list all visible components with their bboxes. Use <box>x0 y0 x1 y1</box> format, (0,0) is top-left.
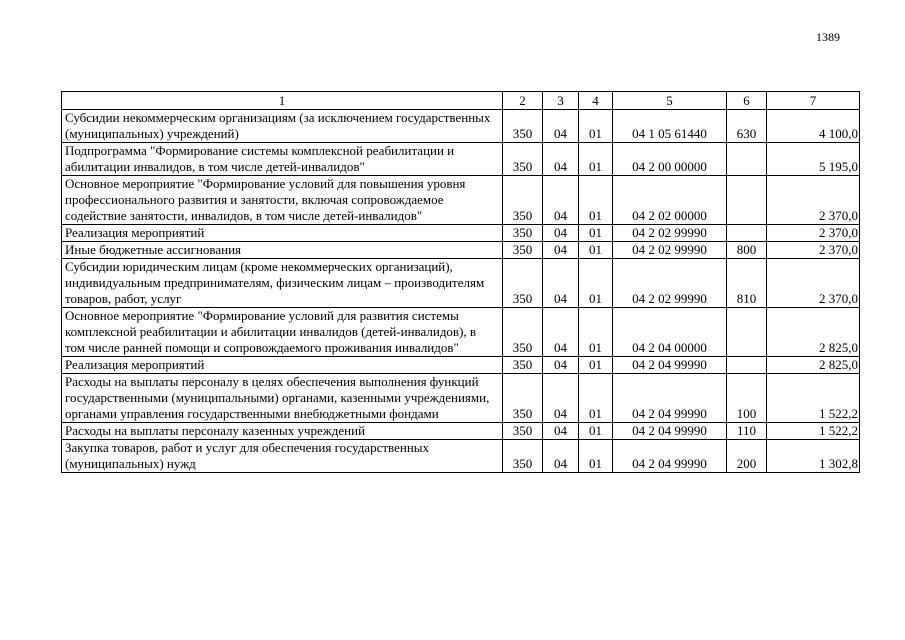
row-sum-cell: 1 522,2 <box>767 374 860 423</box>
row-expense-type-cell: 800 <box>727 242 767 259</box>
row-name-cell: Иные бюджетные ассигнования <box>62 242 503 259</box>
row-sum-cell: 1 302,8 <box>767 440 860 473</box>
row-sum-cell: 2 370,0 <box>767 242 860 259</box>
row-code-cell: 350 <box>503 374 543 423</box>
header-row <box>62 92 860 110</box>
row-section-cell: 04 <box>543 259 579 308</box>
row-subsection-cell: 01 <box>579 225 613 242</box>
row-section-cell: 04 <box>543 357 579 374</box>
table-row <box>62 176 860 225</box>
row-target-article-cell: 04 2 02 00000 <box>613 176 727 225</box>
row-code-cell: 350 <box>503 259 543 308</box>
row-name-cell: Основное мероприятие "Формирование условий для развития системы комплексной реабилитации и абилитации инвалидов (детей-инвалидов), в том числе ранней помощи и сопровождаемого проживания инвалидов" <box>62 308 503 357</box>
header-cell-4: 4 <box>579 92 613 110</box>
row-code-cell: 350 <box>503 423 543 440</box>
row-subsection-cell: 01 <box>579 374 613 423</box>
row-section-cell: 04 <box>543 225 579 242</box>
row-target-article-cell: 04 2 04 99990 <box>613 423 727 440</box>
row-target-article-cell: 04 2 04 00000 <box>613 308 727 357</box>
row-name-cell: Закупка товаров, работ и услуг для обеспечения государственных (муниципальных) нужд <box>62 440 503 473</box>
row-expense-type-cell <box>727 225 767 242</box>
row-code-cell: 350 <box>503 225 543 242</box>
row-subsection-cell: 01 <box>579 357 613 374</box>
row-expense-type-cell <box>727 357 767 374</box>
row-name-cell: Расходы на выплаты персоналу казенных учреждений <box>62 423 503 440</box>
row-expense-type-cell: 630 <box>727 110 767 143</box>
row-expense-type-cell: 100 <box>727 374 767 423</box>
row-section-cell: 04 <box>543 423 579 440</box>
row-sum-cell: 4 100,0 <box>767 110 860 143</box>
row-subsection-cell: 01 <box>579 423 613 440</box>
page-number: 1389 <box>816 30 840 44</box>
table-row <box>62 308 860 357</box>
header-cell-2: 2 <box>503 92 543 110</box>
header-cell-5: 5 <box>613 92 727 110</box>
table-row <box>62 143 860 176</box>
row-expense-type-cell <box>727 143 767 176</box>
row-expense-type-cell <box>727 308 767 357</box>
row-name-cell: Основное мероприятие "Формирование условий для повышения уровня профессионального развития и занятости, включая сопровождаемое содействие занятости, инвалидов, в том числе детей-инвалидов" <box>62 176 503 225</box>
row-sum-cell: 1 522,2 <box>767 423 860 440</box>
row-code-cell: 350 <box>503 440 543 473</box>
budget-table <box>61 91 860 473</box>
row-name-cell: Реализация мероприятий <box>62 225 503 242</box>
table-row <box>62 110 860 143</box>
row-section-cell: 04 <box>543 308 579 357</box>
row-code-cell: 350 <box>503 143 543 176</box>
row-section-cell: 04 <box>543 242 579 259</box>
row-target-article-cell: 04 1 05 61440 <box>613 110 727 143</box>
row-expense-type-cell <box>727 176 767 225</box>
table-row <box>62 242 860 259</box>
table-row <box>62 423 860 440</box>
row-target-article-cell: 04 2 04 99990 <box>613 374 727 423</box>
row-target-article-cell: 04 2 02 99990 <box>613 259 727 308</box>
row-sum-cell: 2 825,0 <box>767 357 860 374</box>
row-section-cell: 04 <box>543 440 579 473</box>
row-subsection-cell: 01 <box>579 242 613 259</box>
row-subsection-cell: 01 <box>579 176 613 225</box>
row-expense-type-cell: 810 <box>727 259 767 308</box>
row-target-article-cell: 04 2 04 99990 <box>613 440 727 473</box>
row-subsection-cell: 01 <box>579 259 613 308</box>
row-subsection-cell: 01 <box>579 440 613 473</box>
header-cell-7: 7 <box>767 92 860 110</box>
row-target-article-cell: 04 2 00 00000 <box>613 143 727 176</box>
header-cell-3: 3 <box>543 92 579 110</box>
row-sum-cell: 2 370,0 <box>767 225 860 242</box>
table-row <box>62 225 860 242</box>
row-code-cell: 350 <box>503 308 543 357</box>
header-cell-1: 1 <box>62 92 503 110</box>
row-target-article-cell: 04 2 04 99990 <box>613 357 727 374</box>
row-name-cell: Реализация мероприятий <box>62 357 503 374</box>
row-section-cell: 04 <box>543 374 579 423</box>
row-section-cell: 04 <box>543 176 579 225</box>
row-code-cell: 350 <box>503 110 543 143</box>
table-row <box>62 357 860 374</box>
table-row <box>62 440 860 473</box>
row-target-article-cell: 04 2 02 99990 <box>613 225 727 242</box>
row-expense-type-cell: 200 <box>727 440 767 473</box>
row-subsection-cell: 01 <box>579 110 613 143</box>
table-row <box>62 259 860 308</box>
row-expense-type-cell: 110 <box>727 423 767 440</box>
table-row <box>62 374 860 423</box>
row-section-cell: 04 <box>543 143 579 176</box>
row-name-cell: Субсидии некоммерческим организациям (за исключением государственных (муниципальных) учреждений) <box>62 110 503 143</box>
row-target-article-cell: 04 2 02 99990 <box>613 242 727 259</box>
row-sum-cell: 2 825,0 <box>767 308 860 357</box>
row-name-cell: Субсидии юридическим лицам (кроме некоммерческих организаций), индивидуальным предпринимателям, физическим лицам – производителям товаров, работ, услуг <box>62 259 503 308</box>
row-name-cell: Расходы на выплаты персоналу в целях обеспечения выполнения функций государственными (муниципальными) органами, казенными учреждениями, органами управления государственными внебюджетными фондами <box>62 374 503 423</box>
row-name-cell: Подпрограмма "Формирование системы комплексной реабилитации и абилитации инвалидов, в том числе детей-инвалидов" <box>62 143 503 176</box>
row-code-cell: 350 <box>503 357 543 374</box>
row-subsection-cell: 01 <box>579 308 613 357</box>
row-sum-cell: 2 370,0 <box>767 176 860 225</box>
row-sum-cell: 5 195,0 <box>767 143 860 176</box>
row-subsection-cell: 01 <box>579 143 613 176</box>
row-code-cell: 350 <box>503 176 543 225</box>
row-sum-cell: 2 370,0 <box>767 259 860 308</box>
header-cell-6: 6 <box>727 92 767 110</box>
row-code-cell: 350 <box>503 242 543 259</box>
row-section-cell: 04 <box>543 110 579 143</box>
